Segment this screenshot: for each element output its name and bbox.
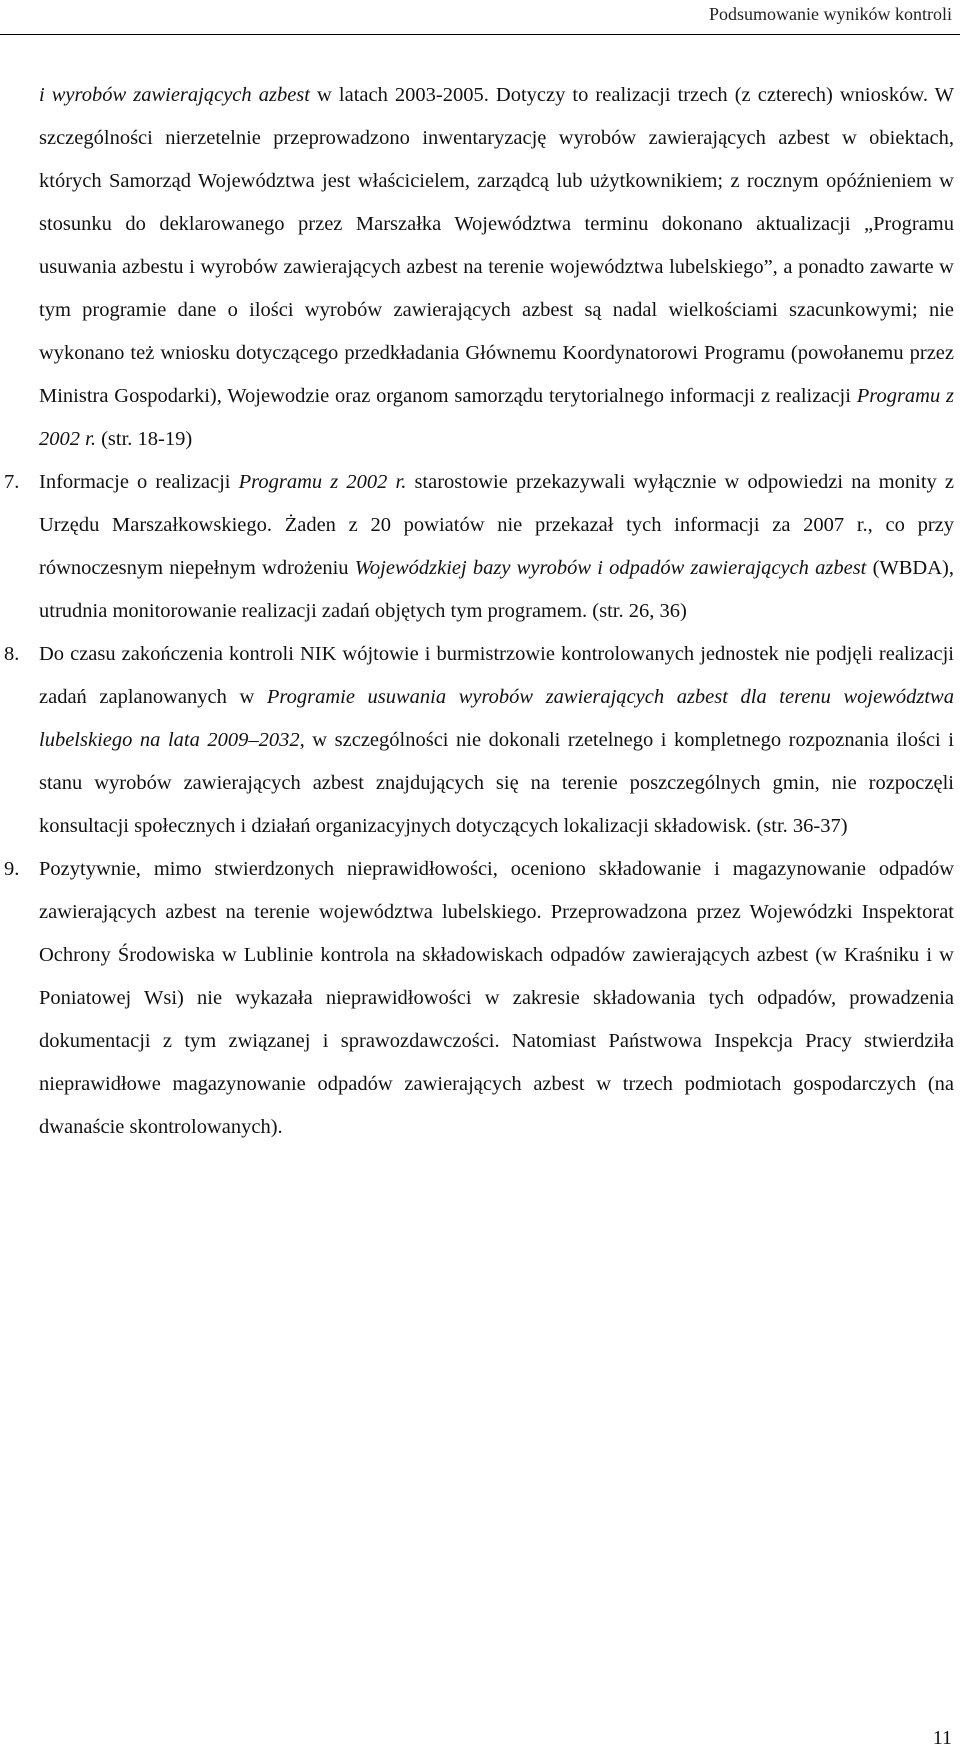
header-rule xyxy=(0,34,960,35)
page-number: 11 xyxy=(932,1727,952,1749)
running-header: Podsumowanie wyników kontroli xyxy=(709,4,952,24)
list-item xyxy=(0,633,960,848)
item-text xyxy=(39,633,954,848)
text-span: Informacje o realizacji xyxy=(39,471,239,493)
text-span: Wojewódzkiej bazy wyrobów i odpadów zawierających azbest xyxy=(354,557,867,579)
item-text xyxy=(39,848,954,1149)
item-text xyxy=(39,461,954,633)
text-span: w latach 2003-2005. Dotyczy to realizacji trzech (z czterech) wniosków. W szczególności nierzetelnie przeprowadzono inwentaryzację wyrobów zawierających azbest w obiektach, których Samorząd Województwa jest właścicielem, zarządcą lub użytkownikiem; z rocznym opóźnieniem w stosunku do deklarowanego przez Marszałka Województwa terminu dokonano aktualizacji „Programu usuwania azbestu i wyrobów zawierających azbest na terenie województwa lubelskiego”, a ponadto zawarte w tym programie dane o ilości wyrobów zawierających azbest są nadal wielkościami szacunkowymi; nie wykonano też wniosku dotyczącego przedkładania Głównemu Koordynatorowi Programu (powołanemu przez Ministra Gospodarki), Wojewodzie oraz organom samorządu terytorialnego informacji z realizacji xyxy=(39,84,954,407)
text-span: (str. 18-19) xyxy=(95,428,193,450)
text-span: Pozytywnie, mimo stwierdzonych nieprawidłowości, oceniono składowanie i magazynowanie odpadów zawierających azbest na terenie województwa lubelskiego. Przeprowadzona przez Wojewódzki Inspektorat Ochrony Środowiska w Lublinie kontrola na składowiskach odpadów zawierających azbest (w Kraśniku i w Poniatowej Wsi) nie wykazała nieprawidłowości w zakresie składowania tych odpadów, prowadzenia dokumentacji z tym związanej i sprawozdawczości. Natomiast Państwowa Inspekcja Pracy stwierdziła nieprawidłowe magazynowanie odpadów zawierających azbest w trzech podmiotach gospodarczych (na dwanaście skontrolowanych). xyxy=(39,858,954,1138)
item-number: 7. xyxy=(4,471,20,493)
item-number: 9. xyxy=(4,858,20,880)
list-item xyxy=(0,848,960,1149)
text-span: Do czasu zakończenia kontroli NIK wójtowie i burmistrzowie kontrolowanych jednostek nie podjęli realizacji zadań zaplanowanych w xyxy=(39,643,954,708)
item-number: 8. xyxy=(4,643,20,665)
text-span: (WBDA), utrudnia monitorowanie realizacji zadań objętych tym programem. (str. 26, 36) xyxy=(39,557,954,622)
text-span: i wyrobów zawierających azbest xyxy=(39,84,310,106)
text-span: Programu z 2002 r. xyxy=(238,471,407,493)
text-span: Programu z 2002 r. xyxy=(39,385,954,450)
text-span: starostowie przekazywali wyłącznie w odpowiedzi na monity z Urzędu Marszałkowskiego. Żaden z 20 powiatów nie przekazał tych informacji za 2007 r., co przy równoczesnym niepełnym wdrożeniu xyxy=(39,471,954,579)
text-span: w szczególności nie dokonali rzetelnego i kompletnego rozpoznania ilości i stanu wyrobów zawierających azbest znajdujących się na terenie poszczególnych gmin, nie rozpoczęli konsultacji społecznych i działań organizacyjnych dotyczących lokalizacji składowisk. (str. 36-37) xyxy=(39,729,954,837)
list-item xyxy=(0,461,960,633)
continuation-paragraph xyxy=(0,74,960,461)
document-body xyxy=(0,74,960,1149)
text-span: Programie usuwania wyrobów zawierających azbest dla terenu województwa lubelskiego na lata 2009–2032, xyxy=(39,686,954,751)
